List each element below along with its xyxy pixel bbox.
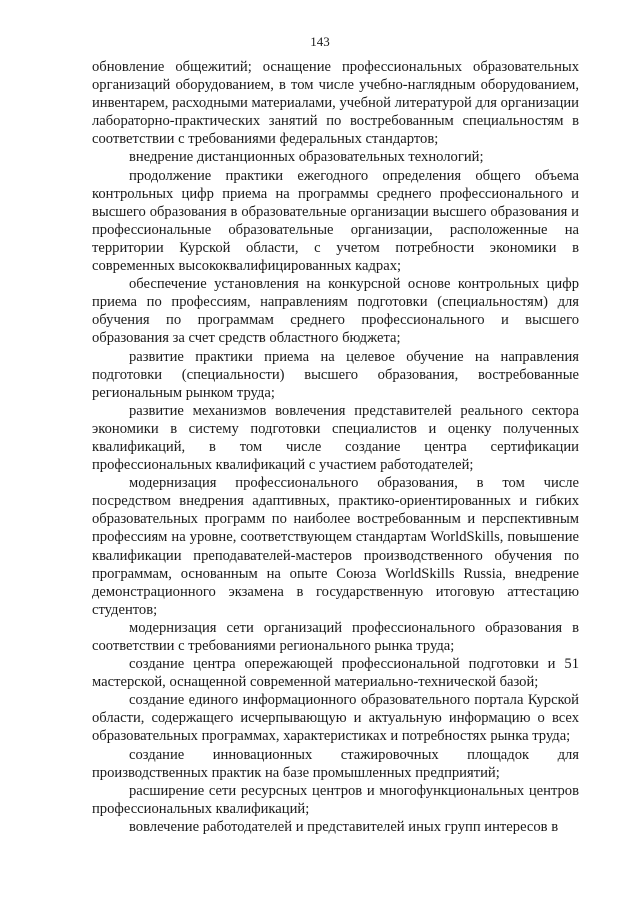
paragraph: модернизация профессионального образования, в том числе посредством внедрения адаптивных, практико-ориентированных и гибких образовательных программ по наиболее востребованным и перспективным профессиям на уровне, соответствующем стандартам WorldSkills, повышение квалификации преподавателей-мастеров производственного обучения по программам, основанным на опыте Союза WorldSkills Russia, внедрение демонстрационного экзамена в государственную итоговую аттестацию студентов; xyxy=(92,475,579,618)
page-number: 143 xyxy=(310,34,330,49)
paragraph: вовлечение работодателей и представителей иных групп интересов в xyxy=(129,818,559,835)
paragraph: развитие механизмов вовлечения представителей реального сектора экономики в систему подготовки специалистов и оценку полученных квалификаций, в том числе создание центра сертификации профессиональных квалификаций с участием работодателей; xyxy=(92,402,579,474)
paragraph: обновление общежитий; оснащение профессиональных образовательных организаций оборудованием, в том числе учебно-наглядным оборудованием, инвентарем, расходными материалами, учебной литературой для организации лабораторно-практических занятий по востребованным специальностям в соответствии с требованиями федеральных стандартов; xyxy=(92,59,579,148)
paragraph: создание инновационных стажировочных площадок для производственных практик на базе промышленных предприятий; xyxy=(92,746,579,781)
paragraph: расширение сети ресурсных центров и многофункциональных центров профессиональных квалификаций; xyxy=(92,782,579,817)
paragraph: создание единого информационного образовательного портала Курской области, содержащего исчерпывающую и актуальную информацию о всех образовательных программах, характеристиках и потребностях рынка труда; xyxy=(92,692,579,745)
paragraph: модернизация сети организаций профессионального образования в соответствии с требованиями регионального рынка труда; xyxy=(92,619,579,654)
paragraph: создание центра опережающей профессиональной подготовки и 51 мастерской, оснащенной современной материально-технической базой; xyxy=(92,656,579,691)
paragraph: внедрение дистанционных образовательных технологий; xyxy=(129,149,484,166)
document-body xyxy=(92,58,579,836)
paragraph: продолжение практики ежегодного определения общего объема контрольных цифр приема на программы среднего профессионального и высшего образования в образовательные организации высшего образования и профессиональные образовательные организации, расположенные на территории Курской области, с учетом потребности экономики в современных высококвалифицированных кадрах; xyxy=(92,167,579,275)
paragraph: развитие практики приема на целевое обучение на направления подготовки (специальности) высшего образования, востребованные региональным рынком труда; xyxy=(92,348,579,401)
paragraph: обеспечение установления на конкурсной основе контрольных цифр приема по профессиям, направлениям подготовки (специальностям) для обучения по программам среднего профессионального и высшего образования за счет средств областного бюджета; xyxy=(92,276,579,347)
